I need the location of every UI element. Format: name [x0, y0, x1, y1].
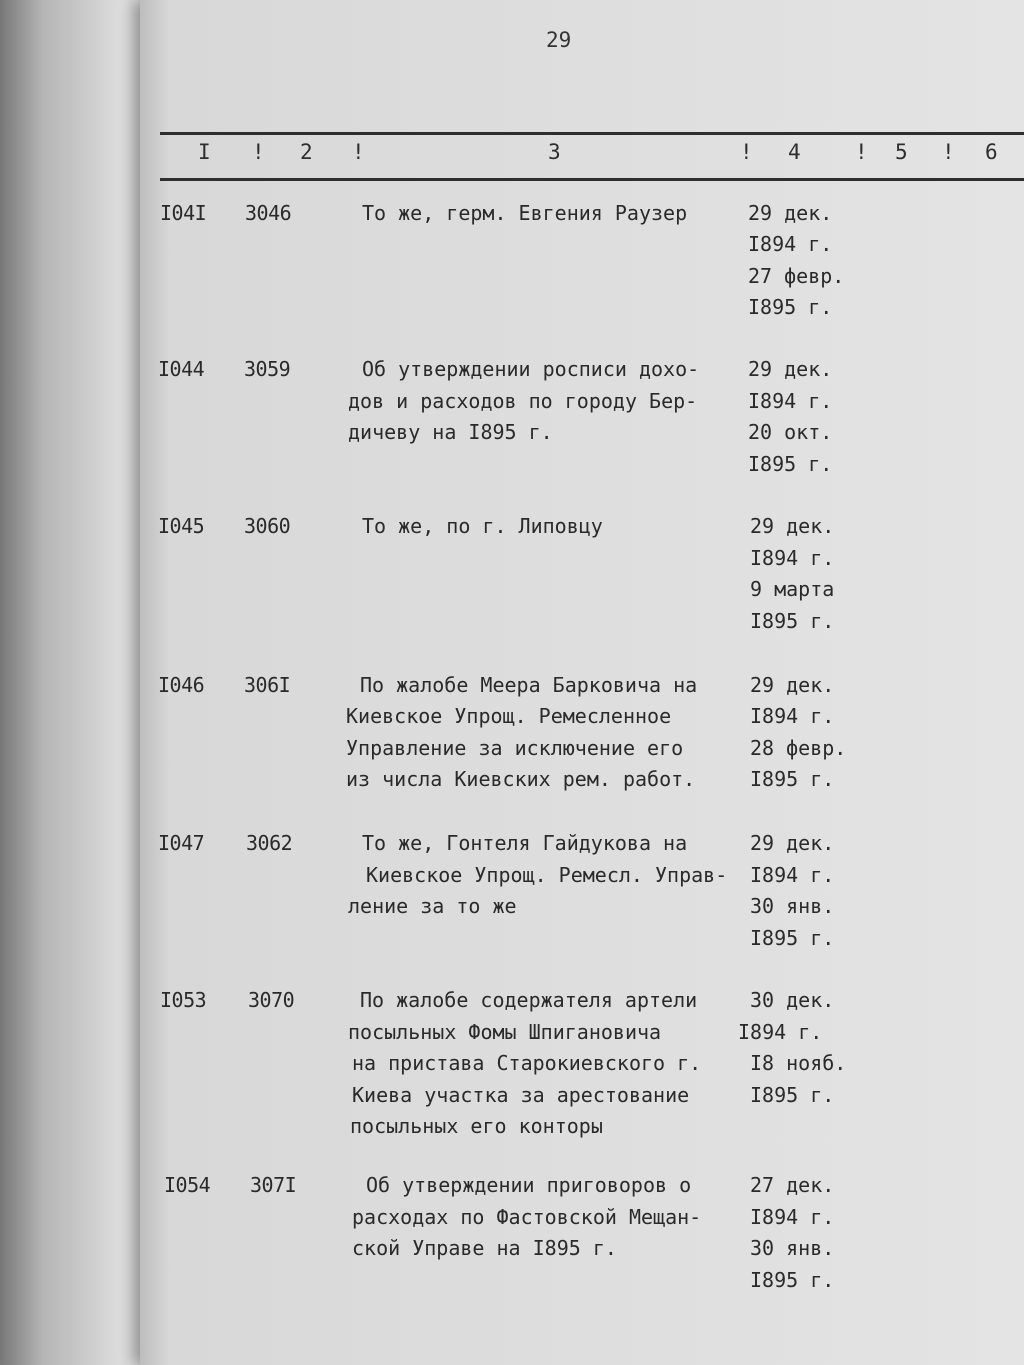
row-date-line: I895 г. — [748, 452, 833, 476]
row-description-line: посыльных его конторы — [350, 1114, 603, 1138]
row-number-col1: I047 — [158, 831, 205, 855]
row-date-line: I894 г. — [750, 704, 835, 728]
row-date-line: I895 г. — [750, 1083, 835, 1107]
row-description-line: дов и расходов по городу Бер- — [348, 389, 698, 413]
row-number-col2: 3060 — [244, 514, 291, 538]
row-number-col1: I04I — [160, 201, 207, 225]
row-description-line: То же, по г. Липовцу — [362, 514, 603, 538]
row-description-line: Киевское Упрощ. Ремесл. Управ- — [366, 863, 728, 887]
row-date-line: 29 дек. — [750, 831, 835, 855]
row-date-line: I894 г. — [748, 389, 833, 413]
row-date-line: 29 дек. — [750, 673, 835, 697]
row-date-line: I895 г. — [750, 1268, 835, 1292]
row-date-line: I894 г. — [750, 546, 835, 570]
row-number-col2: 307I — [250, 1173, 297, 1197]
row-description-line: ление за то же — [348, 894, 517, 918]
row-date-line: I894 г. — [748, 232, 833, 256]
row-description-line: По жалобе Меера Барковича на — [360, 673, 698, 697]
row-description-line: расходах по Фастовской Мещан- — [352, 1205, 702, 1229]
row-number-col1: I046 — [158, 673, 205, 697]
row-date-line: 20 окт. — [748, 420, 833, 444]
row-number-col2: 3046 — [245, 201, 292, 225]
row-number-col1: I054 — [164, 1173, 211, 1197]
page-number: 29 — [546, 28, 572, 52]
header-separator: ! — [942, 140, 955, 164]
header-separator: ! — [252, 140, 265, 164]
row-date-line: I8 нояб. — [750, 1051, 847, 1075]
table-header-rule — [160, 178, 1024, 181]
row-date-line: I894 г. — [750, 863, 835, 887]
row-date-line: 27 февр. — [748, 264, 845, 288]
row-description-line: То же, герм. Евгения Раузер — [362, 201, 688, 225]
row-description-line: Киевское Упрощ. Ремесленное — [346, 704, 672, 728]
table-top-rule — [160, 132, 1024, 135]
row-date-line: 30 янв. — [750, 1236, 835, 1260]
header-separator: ! — [352, 140, 365, 164]
row-number-col2: 306I — [244, 673, 291, 697]
row-date-line: 29 дек. — [748, 201, 833, 225]
row-date-line: I895 г. — [748, 295, 833, 319]
row-date-line: I894 г. — [750, 1205, 835, 1229]
header-col-6: 6 — [985, 140, 998, 164]
row-date-line: I894 г. — [738, 1020, 823, 1044]
row-description-line: Об утверждении росписи дохо- — [362, 357, 700, 381]
row-date-line: 9 марта — [750, 577, 835, 601]
row-description-line: Об утверждении приговоров о — [366, 1173, 692, 1197]
row-date-line: 30 янв. — [750, 894, 835, 918]
header-col-1: I — [198, 140, 211, 164]
row-date-line: 30 дек. — [750, 988, 835, 1012]
row-date-line: I895 г. — [750, 767, 835, 791]
header-separator: ! — [740, 140, 753, 164]
row-number-col1: I053 — [160, 988, 207, 1012]
row-date-line: I895 г. — [750, 609, 835, 633]
row-date-line: 27 дек. — [750, 1173, 835, 1197]
row-number-col2: 3062 — [246, 831, 293, 855]
row-description-line: дичеву на I895 г. — [348, 420, 553, 444]
header-col-3: 3 — [548, 140, 561, 164]
row-date-line: 29 дек. — [748, 357, 833, 381]
row-description-line: Управление за исключение его — [346, 736, 684, 760]
row-description-line: посыльных Фомы Шпигановича — [348, 1020, 662, 1044]
row-description-line: То же, Гонтеля Гайдукова на — [362, 831, 688, 855]
row-number-col1: I045 — [158, 514, 205, 538]
row-date-line: I895 г. — [750, 926, 835, 950]
row-description-line: из числа Киевских рем. работ. — [346, 767, 696, 791]
row-description-line: По жалобе содержателя артели — [360, 988, 698, 1012]
row-description-line: Киева участка за арестование — [352, 1083, 690, 1107]
row-description-line: ской Управе на I895 г. — [352, 1236, 617, 1260]
row-date-line: 29 дек. — [750, 514, 835, 538]
header-col-2: 2 — [300, 140, 313, 164]
header-col-4: 4 — [788, 140, 801, 164]
row-number-col2: 3059 — [244, 357, 291, 381]
row-date-line: 28 февр. — [750, 736, 847, 760]
table-header-row — [0, 140, 1024, 170]
row-description-line: на пристава Старокиевского г. — [352, 1051, 702, 1075]
header-col-5: 5 — [895, 140, 908, 164]
row-number-col2: 3070 — [248, 988, 295, 1012]
row-number-col1: I044 — [158, 357, 205, 381]
header-separator: ! — [855, 140, 868, 164]
